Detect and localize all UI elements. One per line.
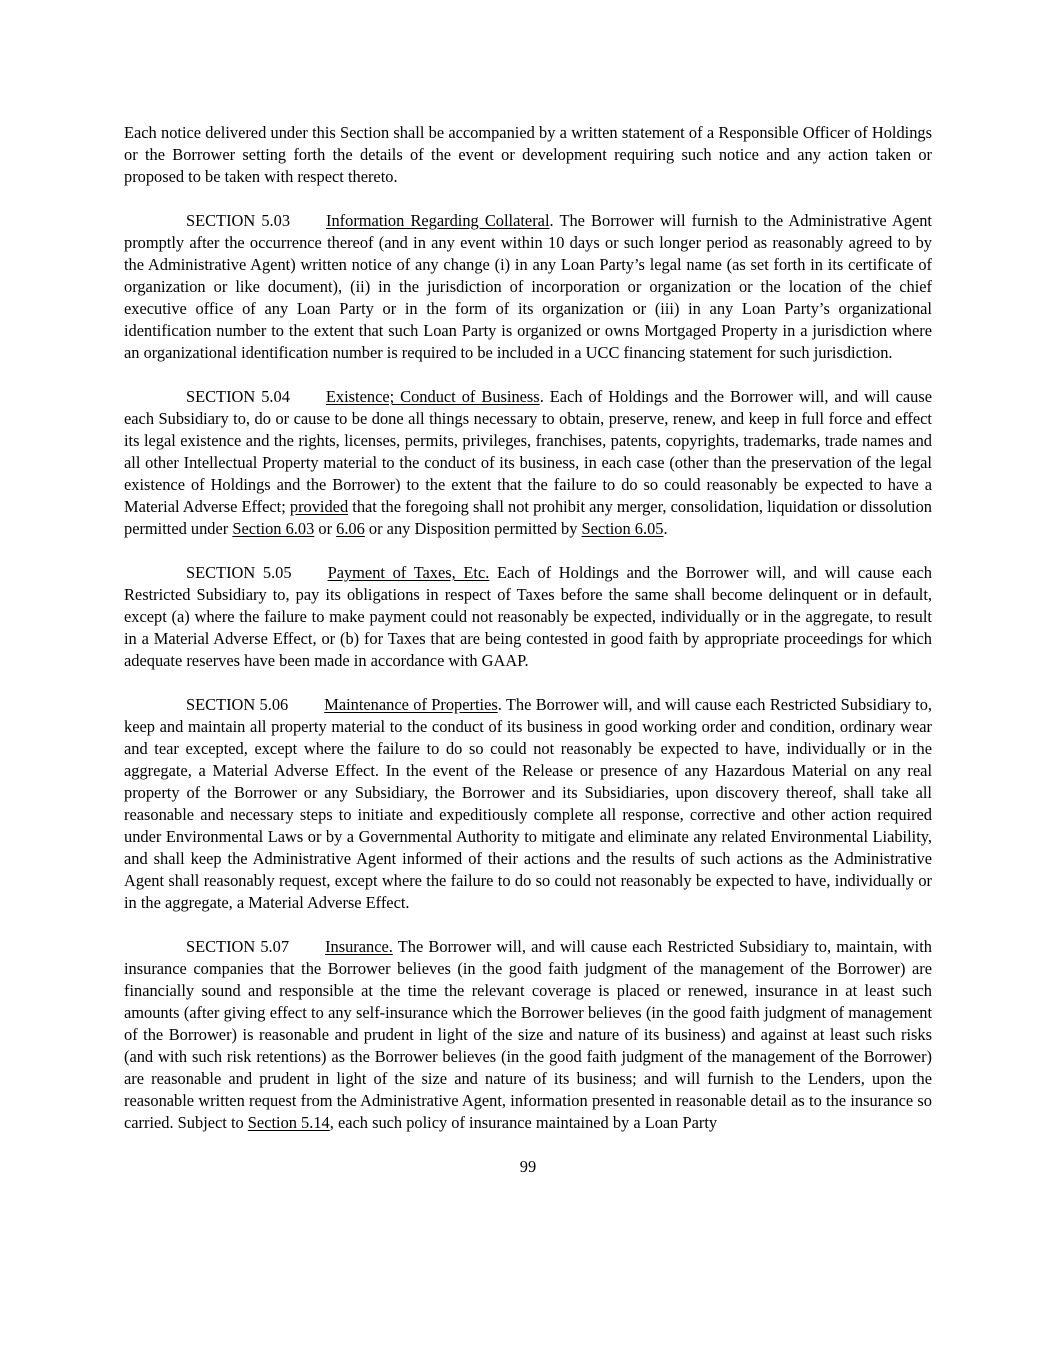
section-number-label: SECTION 5.05 [186,563,292,582]
text-run: . [663,519,668,538]
underlined-text-run: Section 6.03 [232,519,315,538]
text-run: . Each of Holdings and the Borrower will, and will cause each Subsidiary to, do or cause to be done all things necessary to obtain, preserve, renew, and keep in full force and effect its legal existence and the rights, licenses, permits, privileges, franchises, patents, copyrights, trademarks, trade names and all other Intellectual Property material to the conduct of its business, in each case (other than the preservation of the legal existence of Holdings and the Borrower) to the extent that the failure to do so could reasonably be expected to have a Material Adverse Effect; [124,387,933,516]
section-paragraph [124,936,932,1134]
underlined-text-run: Existence; Conduct of Business [325,387,540,406]
text-run: that the foregoing shall not prohibit any merger, consolidation, liquidation or dissolution permitted under [124,497,932,538]
text-run: . The Borrower will, and will cause each Restricted Subsidiary to, keep and maintain all property material to the conduct of its business in good working order and condition, ordinary wear and tear excepted, except where the failure to do so could not reasonably be expected to have, individually or in the aggregate, a Material Adverse Effect. In the event of the Release or presence of any Hazardous Material on any real property of the Borrower or any Subsidiary, the Borrower and its Subsidiaries, upon discovery thereof, shall take all reasonable and necessary steps to initiate and expeditiously complete all response, corrective and other action required under Environmental Laws or by a Governmental Authority to mitigate and eliminate any related Environmental Liability, and shall keep the Administrative Agent informed of their actions and the results of such actions as the Administrative Agent shall reasonably request, except where the failure to do so could not reasonably be expected to have, individually or in the aggregate, a Material Adverse Effect. [124,695,932,912]
section-number-label: SECTION 5.03 [186,211,291,230]
underlined-text-run: Maintenance of Properties [324,695,498,714]
section-paragraph [124,694,932,914]
underlined-text-run: 6.06 [336,519,365,538]
section-number-label: SECTION 5.04 [186,387,290,406]
underlined-text-run: Payment of Taxes, Etc. [327,563,490,582]
text-run: Each notice delivered under this Section shall be accompanied by a written statement of a Responsible Officer of Holdings or the Borrower setting forth the details of the event or development requiring such notice and any action taken or proposed to be taken with respect thereto. [124,123,932,186]
document-body [124,122,932,1134]
text-run: Each of Holdings and the Borrower will, and will cause each Restricted Subsidiary to, pay its obligations in respect of Taxes before the same shall become delinquent or in default, except (a) where the failure to make payment could not reasonably be expected, individually or in the aggregate, to result in a Material Adverse Effect, or (b) for Taxes that are being contested in good faith by appropriate proceedings for which adequate reserves have been made in accordance with GAAP. [124,563,932,670]
section-paragraph [124,562,932,672]
section-number-label: SECTION 5.07 [186,937,290,956]
body-paragraph [124,122,932,188]
text-run: or [314,519,337,538]
underlined-text-run: Insurance. [325,937,393,956]
section-number-label: SECTION 5.06 [186,695,289,714]
underlined-text-run: Section 6.05 [581,519,664,538]
text-run: , each such policy of insurance maintained by a Loan Party [329,1113,718,1132]
text-run: The Borrower will, and will cause each Restricted Subsidiary to, maintain, with insurance companies that the Borrower believes (in the good faith judgment of the management of the Borrower) are financially sound and responsible at the time the relevant coverage is placed or renewed, insurance in at least such amounts (after giving effect to any self-insurance which the Borrower believes (in the good faith judgment of management of the Borrower) is reasonable and prudent in light of the size and nature of its business) and against at least such risks (and with such risk retentions) as the Borrower believes (in the good faith judgment of the management of the Borrower) are reasonable and prudent in light of the size and nature of its business; and will furnish to the Lenders, upon the reasonable written request from the Administrative Agent, information presented in reasonable detail as to the insurance so carried. Subject to [124,937,932,1132]
section-paragraph [124,386,932,540]
underlined-text-run: Section 5.14 [247,1113,330,1132]
text-run: . The Borrower will furnish to the Administrative Agent promptly after the occurrence thereof (and in any event within 10 days or such longer period as reasonably agreed to by the Administrative Agent) written notice of any change (i) in any Loan Party’s legal name (as set forth in its certificate of organization or like document), (ii) in the jurisdiction of incorporation or organization or the location of the chief executive office of any Loan Party or in the form of its organization or (iii) in any Loan Party’s organizational identification number to the extent that such Loan Party is organized or owns Mortgaged Property in a jurisdiction where an organizational identification number is required to be included in a UCC financing statement for such jurisdiction. [124,211,932,362]
text-run: or any Disposition permitted by [364,519,582,538]
underlined-text-run: Information Regarding Collateral [326,211,550,230]
section-paragraph [124,210,932,364]
underlined-text-run: provided [289,497,349,516]
page-number: 99 [519,1157,537,1176]
